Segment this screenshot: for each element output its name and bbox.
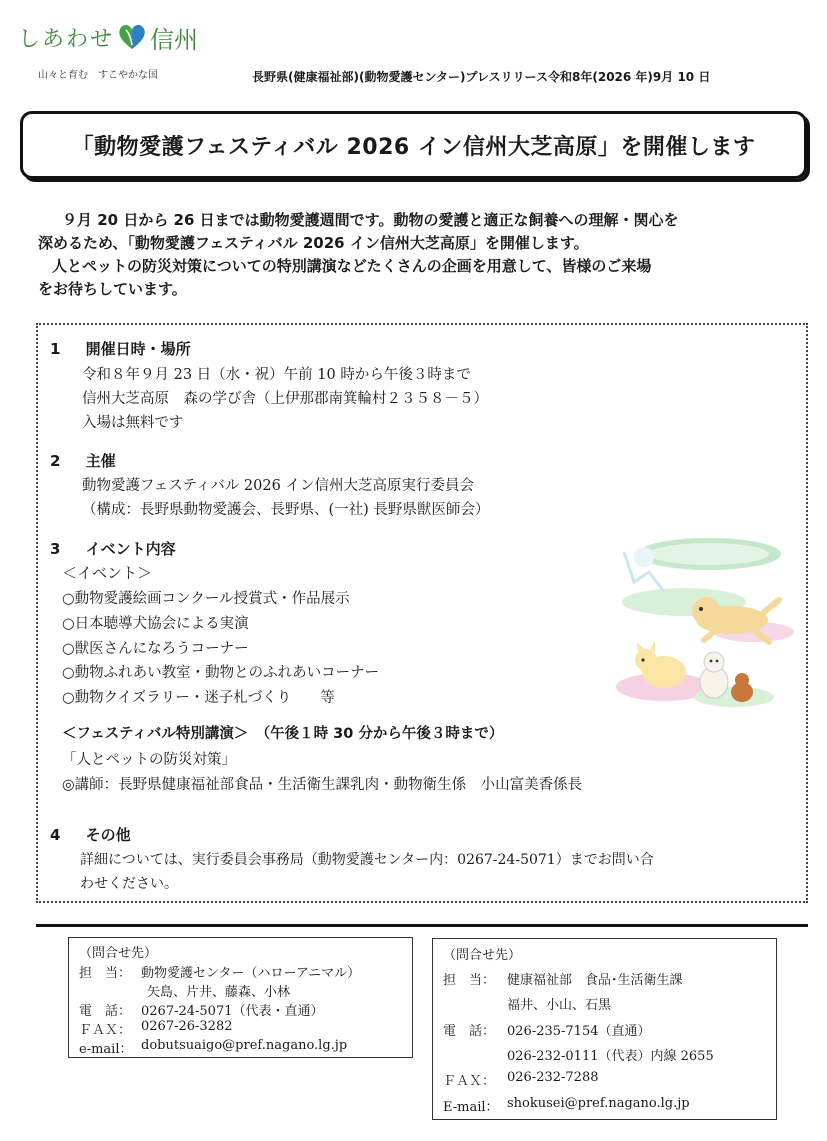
list-item: ○動物クイズラリー・迷子札づくり 等 xyxy=(62,690,335,706)
fax-label: ＦＡＸ： xyxy=(443,1074,496,1089)
divider xyxy=(36,924,808,927)
release-line: 長野県(健康福祉部)(動物愛護センター)プレスリリース令和8年(2026 年)9月 10 日 xyxy=(252,70,711,84)
contact-box-left xyxy=(68,937,413,1058)
events-heading: ＜イベント＞ xyxy=(62,564,153,582)
staff-value: 福井、小山、石黒 xyxy=(507,998,612,1013)
dogs-and-cat-illustration xyxy=(604,512,804,712)
logo-kanji: 信州 xyxy=(150,25,199,54)
contact-label: （問合せ先） xyxy=(79,946,158,961)
staff-value: 健康福祉部 食品･生活衛生課 xyxy=(507,973,683,988)
list-item: ○日本聴導犬協会による実演 xyxy=(62,616,249,632)
intro-line: をお待ちしています。 xyxy=(38,280,187,298)
staff-value: 矢島、片井、藤森、小林 xyxy=(147,985,291,1000)
section-number: 1 xyxy=(50,340,61,358)
staff-value: 動物愛護センター（ハローアニマル） xyxy=(141,966,361,981)
email-label: e-mail： xyxy=(79,1042,133,1057)
list-item: ○獣医さんになろうコーナー xyxy=(62,641,249,657)
tel-value: 0267-24-5071（代表・直通） xyxy=(141,1004,324,1019)
fax-label: ＦＡＸ： xyxy=(79,1023,132,1038)
list-item: ○動物愛護絵画コンクール授賞式・作品展示 xyxy=(62,591,350,607)
tel-value: 026-235-7154（直通） xyxy=(507,1024,651,1039)
section-2-heading xyxy=(50,450,116,471)
event-place: 信州大芝高原 森の学び舎（上伊那郡南箕輪村２３５８－５） xyxy=(82,391,488,407)
intro xyxy=(38,209,808,301)
tel-value: 026-232-0111（代表）内線 2655 xyxy=(507,1049,714,1064)
entry-fee: 入場は無料です xyxy=(82,415,184,431)
lecture-title: 「人とペットの防災対策」 xyxy=(62,752,236,768)
other-info: 詳細については、実行委員会事務局（動物愛護センター内：0267-24-5071）までお問い合 xyxy=(80,852,654,868)
page-title: 「動物愛護フェスティバル 2026 イン信州大芝高原」を開催します xyxy=(71,134,756,160)
staff-label: 担 当： xyxy=(79,966,132,981)
organizer-members: （構成：長野県動物愛護会、長野県、(一社) 長野県獣医師会） xyxy=(82,502,490,518)
event-date: 令和８年９月 23 日（水・祝）午前 10 時から午後３時まで xyxy=(82,367,471,383)
section-4-heading xyxy=(50,824,131,845)
intro-line: ９月 20 日から 26 日までは動物愛護週間です。動物の愛護と適正な飼養への理解・関心を xyxy=(62,211,679,229)
staff-label: 担 当： xyxy=(443,973,496,988)
contact-box-right xyxy=(432,938,777,1120)
email-link[interactable]: shokusei@pref.nagano.lg.jp xyxy=(507,1096,690,1111)
section-title: その他 xyxy=(85,826,131,844)
section-title: 主催 xyxy=(85,452,116,470)
section-number: 3 xyxy=(50,540,61,558)
section-title: 開催日時・場所 xyxy=(85,340,191,358)
intro-line: 人とペットの防災対策についての特別講演などたくさんの企画を用意して、皆様のご来場 xyxy=(52,257,652,275)
other-info: わせください。 xyxy=(80,876,178,892)
section-number: 2 xyxy=(50,452,61,470)
logo-hiragana: しあわせ xyxy=(18,26,115,52)
tel-label: 電 話： xyxy=(79,1004,132,1019)
title-box xyxy=(20,111,807,179)
tagline: 山々と育む すこやかな国 xyxy=(38,70,158,81)
fax-value: 0267-26-3282 xyxy=(141,1019,233,1034)
contact-label: （問合せ先） xyxy=(443,948,522,963)
organizer: 動物愛護フェスティバル 2026 イン信州大芝高原実行委員会 xyxy=(82,478,474,494)
section-title: イベント内容 xyxy=(85,540,176,558)
fax-value: 026-232-7288 xyxy=(507,1070,599,1085)
lecturer: ◎講師：長野県健康福祉部食品・生活衛生課乳肉・動物衛生係 小山富美香係長 xyxy=(62,777,583,793)
email-label: E-mail： xyxy=(443,1100,499,1115)
section-1-heading xyxy=(50,338,191,359)
list-item: ○動物ふれあい教室・動物とのふれあいコーナー xyxy=(62,665,380,681)
heart-icon xyxy=(117,23,147,51)
tel-label: 電 話： xyxy=(443,1024,496,1039)
section-number: 4 xyxy=(50,826,61,844)
email-link[interactable]: dobutsuaigo@pref.nagano.lg.jp xyxy=(141,1038,348,1053)
section-3-heading xyxy=(50,538,176,559)
lecture-heading: ＜フェスティバル特別講演＞ （午後１時 30 分から午後３時まで） xyxy=(62,726,504,742)
intro-line: 深めるため、「動物愛護フェスティバル 2026 イン信州大芝高原」を開催します。 xyxy=(38,234,589,252)
logo xyxy=(18,20,198,54)
